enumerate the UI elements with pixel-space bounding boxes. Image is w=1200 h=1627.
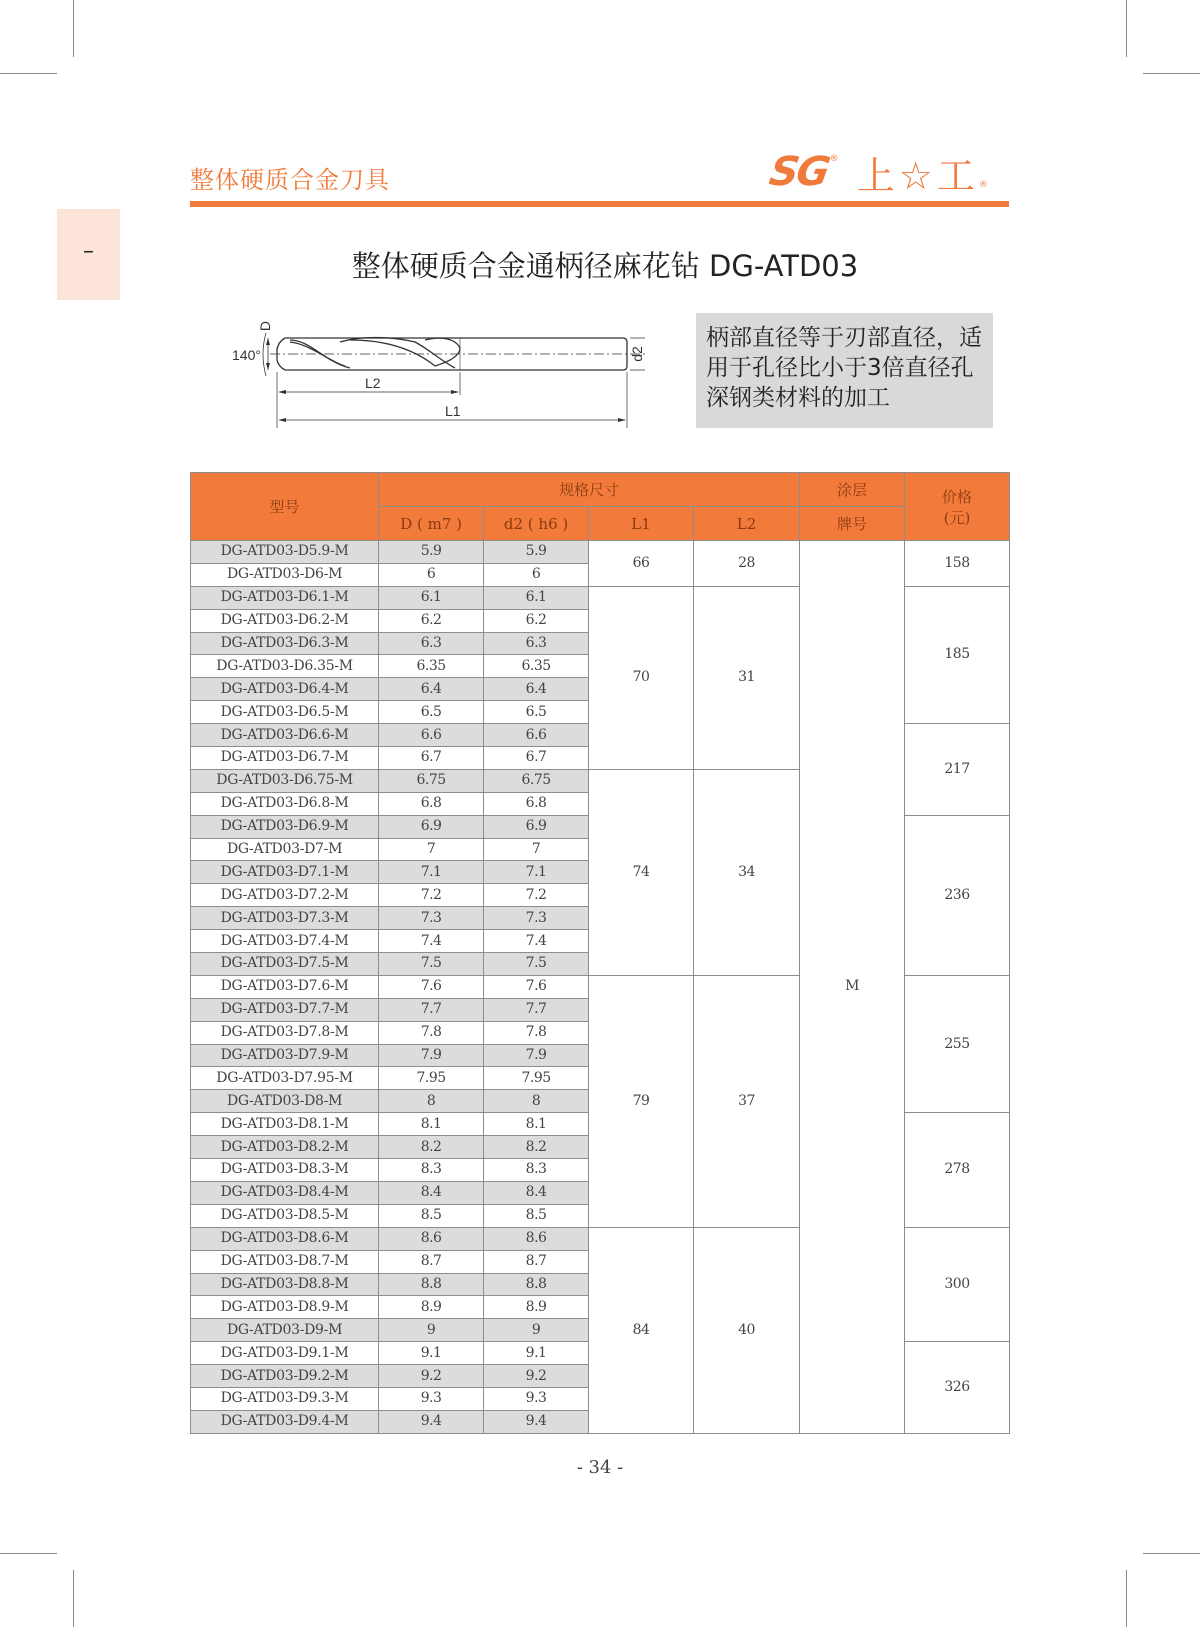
cell-D: 7.9 [379, 1044, 484, 1067]
cell-D: 7.1 [379, 861, 484, 884]
cell-d2: 5.9 [484, 541, 589, 564]
cell-d2: 8.1 [484, 1113, 589, 1136]
crop-mark [1126, 0, 1127, 57]
cell-model: DG-ATD03-D6.6-M [191, 724, 379, 747]
cell-D: 7.2 [379, 884, 484, 907]
header-model: 型号 [191, 473, 379, 541]
cell-d2: 9.4 [484, 1410, 589, 1433]
side-tab-label: – [83, 239, 94, 264]
feature-note-text: 柄部直径等于刃部直径，适用于孔径比小于3倍直径孔深钢类材料的加工 [706, 325, 982, 411]
brand-chinese-name: 上☆工 [856, 153, 979, 198]
header-d2: d2 ( h6 ) [484, 507, 589, 541]
cell-d2: 7.8 [484, 1021, 589, 1044]
cell-model: DG-ATD03-D7.8-M [191, 1021, 379, 1044]
section-title: 整体硬质合金刀具 [190, 166, 390, 194]
cell-model: DG-ATD03-D5.9-M [191, 541, 379, 564]
cell-d2: 9.1 [484, 1342, 589, 1365]
cell-price: 278 [905, 1113, 1010, 1227]
cell-d2: 7 [484, 838, 589, 861]
cell-d2: 6.6 [484, 724, 589, 747]
header-L2: L2 [694, 507, 800, 541]
cell-d2: 9.2 [484, 1365, 589, 1388]
cell-D: 6.7 [379, 747, 484, 770]
crop-mark [0, 1553, 57, 1554]
crop-mark [1143, 73, 1200, 74]
cell-model: DG-ATD03-D7.3-M [191, 907, 379, 930]
cell-D: 7.6 [379, 975, 484, 998]
header-D: D ( m7 ) [379, 507, 484, 541]
cell-d2: 8.8 [484, 1273, 589, 1296]
cell-model: DG-ATD03-D8.4-M [191, 1181, 379, 1204]
cell-d2: 8 [484, 1090, 589, 1113]
cell-coating: M [800, 541, 905, 1434]
cell-D: 6.3 [379, 632, 484, 655]
svg-text:d2: d2 [629, 346, 645, 362]
cell-model: DG-ATD03-D8.8-M [191, 1273, 379, 1296]
cell-d2: 9.3 [484, 1387, 589, 1410]
cell-D: 7.8 [379, 1021, 484, 1044]
cell-model: DG-ATD03-D8.9-M [191, 1296, 379, 1319]
cell-d2: 7.6 [484, 975, 589, 998]
cell-L2: 40 [694, 1227, 800, 1433]
cell-model: DG-ATD03-D8.3-M [191, 1159, 379, 1182]
cell-d2: 7.9 [484, 1044, 589, 1067]
cell-D: 8.1 [379, 1113, 484, 1136]
registered-mark: ® [829, 154, 839, 164]
cell-model: DG-ATD03-D7.4-M [191, 930, 379, 953]
cell-D: 6.8 [379, 792, 484, 815]
cell-D: 6.6 [379, 724, 484, 747]
header-price: 价格 (元) [905, 473, 1010, 541]
header-coating: 涂层 [800, 473, 905, 507]
cell-d2: 8.4 [484, 1181, 589, 1204]
cell-model: DG-ATD03-D7.1-M [191, 861, 379, 884]
cell-d2: 6.7 [484, 747, 589, 770]
cell-d2: 6.35 [484, 655, 589, 678]
cell-price: 236 [905, 815, 1010, 975]
cell-L1: 79 [589, 975, 694, 1227]
svg-text:D: D [257, 320, 273, 332]
crop-mark [1143, 1553, 1200, 1554]
cell-model: DG-ATD03-D7.7-M [191, 998, 379, 1021]
cell-model: DG-ATD03-D7-M [191, 838, 379, 861]
cell-d2: 7.95 [484, 1067, 589, 1090]
cell-model: DG-ATD03-D9.3-M [191, 1387, 379, 1410]
cell-model: DG-ATD03-D7.9-M [191, 1044, 379, 1067]
cell-d2: 6.5 [484, 701, 589, 724]
drill-diagram [230, 300, 650, 440]
table-row [191, 541, 1010, 564]
page-number: - 34 - [576, 1457, 624, 1478]
cell-d2: 6 [484, 563, 589, 586]
cell-D: 8.2 [379, 1136, 484, 1159]
header-divider [190, 201, 1009, 207]
product-title: 整体硬质合金通柄径麻花钻 DG-ATD03 [351, 249, 859, 283]
cell-D: 8.3 [379, 1159, 484, 1182]
brand-logo [765, 149, 988, 198]
cell-d2: 6.4 [484, 678, 589, 701]
cell-model: DG-ATD03-D7.2-M [191, 884, 379, 907]
crop-mark [1126, 1570, 1127, 1627]
cell-D: 9.4 [379, 1410, 484, 1433]
cell-d2: 8.5 [484, 1204, 589, 1227]
crop-mark [0, 73, 57, 74]
svg-text:140°: 140° [232, 347, 261, 363]
cell-D: 7.95 [379, 1067, 484, 1090]
cell-model: DG-ATD03-D6.8-M [191, 792, 379, 815]
cell-d2: 7.2 [484, 884, 589, 907]
cell-d2: 6.2 [484, 609, 589, 632]
feature-note [696, 313, 993, 428]
cell-model: DG-ATD03-D8.5-M [191, 1204, 379, 1227]
header-grade: 牌号 [800, 507, 905, 541]
cell-model: DG-ATD03-D7.5-M [191, 953, 379, 976]
cell-D: 9 [379, 1319, 484, 1342]
cell-model: DG-ATD03-D6.5-M [191, 701, 379, 724]
cell-L1: 74 [589, 769, 694, 975]
cell-model: DG-ATD03-D6.2-M [191, 609, 379, 632]
crop-mark [73, 1570, 74, 1627]
cell-model: DG-ATD03-D8.2-M [191, 1136, 379, 1159]
cell-d2: 6.1 [484, 586, 589, 609]
cell-price: 158 [905, 541, 1010, 587]
cell-model: DG-ATD03-D6.7-M [191, 747, 379, 770]
cell-d2: 8.2 [484, 1136, 589, 1159]
cell-price: 217 [905, 724, 1010, 816]
cell-model: DG-ATD03-D9-M [191, 1319, 379, 1342]
cell-D: 6.9 [379, 815, 484, 838]
spec-table-body [191, 541, 1010, 1434]
cell-L1: 66 [589, 541, 694, 587]
crop-mark [73, 0, 74, 57]
cell-D: 8.8 [379, 1273, 484, 1296]
cell-d2: 7.4 [484, 930, 589, 953]
cell-model: DG-ATD03-D8.1-M [191, 1113, 379, 1136]
cell-d2: 8.3 [484, 1159, 589, 1182]
cell-L2: 37 [694, 975, 800, 1227]
cell-D: 9.3 [379, 1387, 484, 1410]
cell-model: DG-ATD03-D6.35-M [191, 655, 379, 678]
cell-d2: 6.3 [484, 632, 589, 655]
cell-model: DG-ATD03-D8-M [191, 1090, 379, 1113]
cell-model: DG-ATD03-D6.4-M [191, 678, 379, 701]
cell-model: DG-ATD03-D9.1-M [191, 1342, 379, 1365]
cell-price: 326 [905, 1342, 1010, 1434]
cell-D: 7.5 [379, 953, 484, 976]
cell-D: 8.4 [379, 1181, 484, 1204]
cell-D: 6.35 [379, 655, 484, 678]
cell-D: 8 [379, 1090, 484, 1113]
cell-d2: 7.5 [484, 953, 589, 976]
cell-D: 8.7 [379, 1250, 484, 1273]
brand-logo-mark: SG [765, 149, 832, 195]
registered-mark: ® [978, 180, 988, 190]
cell-L1: 84 [589, 1227, 694, 1433]
cell-d2: 7.3 [484, 907, 589, 930]
svg-text:L2: L2 [365, 375, 381, 391]
cell-model: DG-ATD03-D7.95-M [191, 1067, 379, 1090]
cell-d2: 8.7 [484, 1250, 589, 1273]
cell-d2: 6.75 [484, 769, 589, 792]
header-L1: L1 [589, 507, 694, 541]
cell-d2: 7.1 [484, 861, 589, 884]
cell-d2: 6.8 [484, 792, 589, 815]
spec-table [190, 472, 1010, 1434]
cell-price: 255 [905, 975, 1010, 1112]
cell-L1: 70 [589, 586, 694, 769]
cell-D: 6 [379, 563, 484, 586]
cell-D: 7.4 [379, 930, 484, 953]
cell-model: DG-ATD03-D6.3-M [191, 632, 379, 655]
cell-D: 8.5 [379, 1204, 484, 1227]
cell-D: 9.1 [379, 1342, 484, 1365]
cell-model: DG-ATD03-D6.9-M [191, 815, 379, 838]
svg-text:L1: L1 [445, 403, 461, 419]
cell-model: DG-ATD03-D8.6-M [191, 1227, 379, 1250]
cell-model: DG-ATD03-D6.75-M [191, 769, 379, 792]
cell-model: DG-ATD03-D9.4-M [191, 1410, 379, 1433]
cell-D: 6.75 [379, 769, 484, 792]
cell-D: 8.9 [379, 1296, 484, 1319]
cell-model: DG-ATD03-D9.2-M [191, 1365, 379, 1388]
cell-d2: 9 [484, 1319, 589, 1342]
cell-D: 6.1 [379, 586, 484, 609]
cell-model: DG-ATD03-D6.1-M [191, 586, 379, 609]
header-spec-group: 规格尺寸 [379, 473, 800, 507]
cell-D: 7 [379, 838, 484, 861]
cell-D: 7.7 [379, 998, 484, 1021]
cell-d2: 8.6 [484, 1227, 589, 1250]
cell-D: 5.9 [379, 541, 484, 564]
cell-price: 300 [905, 1227, 1010, 1341]
cell-D: 7.3 [379, 907, 484, 930]
cell-D: 6.2 [379, 609, 484, 632]
cell-model: DG-ATD03-D8.7-M [191, 1250, 379, 1273]
cell-L2: 34 [694, 769, 800, 975]
cell-D: 9.2 [379, 1365, 484, 1388]
cell-model: DG-ATD03-D6-M [191, 563, 379, 586]
cell-D: 8.6 [379, 1227, 484, 1250]
cell-model: DG-ATD03-D7.6-M [191, 975, 379, 998]
cell-L2: 28 [694, 541, 800, 587]
cell-d2: 7.7 [484, 998, 589, 1021]
cell-d2: 8.9 [484, 1296, 589, 1319]
cell-D: 6.4 [379, 678, 484, 701]
cell-d2: 6.9 [484, 815, 589, 838]
cell-price: 185 [905, 586, 1010, 723]
cell-D: 6.5 [379, 701, 484, 724]
cell-L2: 31 [694, 586, 800, 769]
drill-drawing-icon [230, 300, 650, 440]
